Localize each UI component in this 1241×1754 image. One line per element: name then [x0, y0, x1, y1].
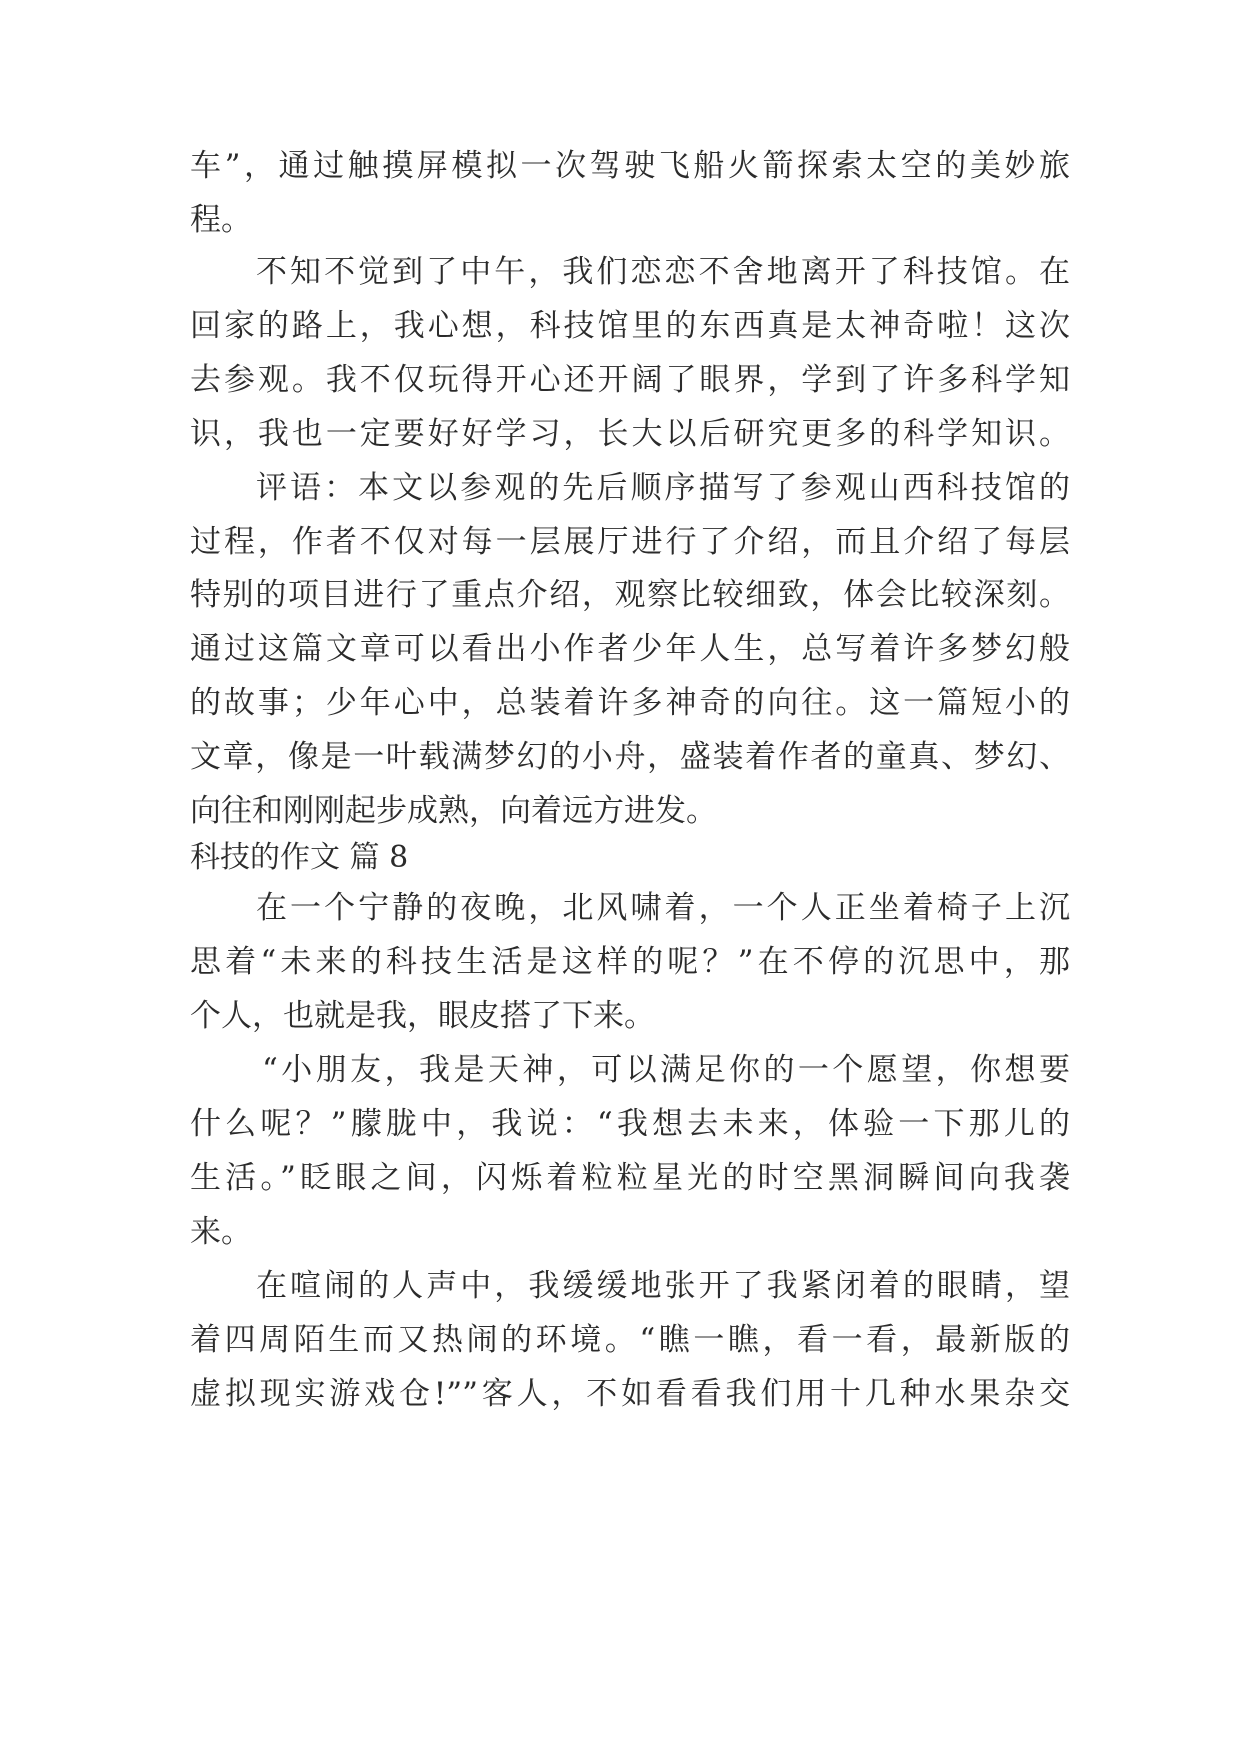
- section-heading: 科技的作文 篇 8: [190, 840, 409, 875]
- text-line: 生活。”眨眼之间，闪烁着粒粒星光的时空黑洞瞬间向我袭: [190, 1160, 1070, 1196]
- paragraph-first-line: 在一个宁静的夜晚，北风啸着，一个人正坐着椅子上沉: [256, 890, 1070, 926]
- text-line: 虚拟现实游戏仓!””客人，不如看看我们用十几种水果杂交: [190, 1376, 1070, 1412]
- text-line: 识，我也一定要好好学习，长大以后研究更多的科学知识。: [190, 416, 1070, 452]
- text-line: 去参观。我不仅玩得开心还开阔了眼界，学到了许多科学知: [190, 362, 1070, 398]
- text-line: 文章，像是一叶载满梦幻的小舟，盛装着作者的童真、梦幻、: [190, 739, 1070, 775]
- text-line: 着四周陌生而又热闹的环境。“瞧一瞧，看一看，最新版的: [190, 1322, 1070, 1358]
- text-line: 向往和刚刚起步成熟，向着远方进发。: [190, 793, 717, 829]
- text-line: 程。: [190, 202, 252, 238]
- paragraph-first-line: 在喧闹的人声中，我缓缓地张开了我紧闭着的眼睛，望: [256, 1268, 1070, 1304]
- text-line: 车”，通过触摸屏模拟一次驾驶飞船火箭探索太空的美妙旅: [190, 148, 1070, 184]
- text-line: 的故事；少年心中，总装着许多神奇的向往。这一篇短小的: [190, 685, 1070, 721]
- text-line: 思着“未来的科技生活是这样的呢？”在不停的沉思中，那: [190, 944, 1070, 980]
- text-line: 什么呢？”朦胧中，我说：“我想去未来，体验一下那儿的: [190, 1106, 1070, 1142]
- text-line: 来。: [190, 1214, 252, 1250]
- paragraph-first-line: “小朋友，我是天神，可以满足你的一个愿望，你想要: [262, 1052, 1070, 1088]
- text-line: 特别的项目进行了重点介绍，观察比较细致，体会比较深刻。: [190, 577, 1070, 613]
- text-line: 通过这篇文章可以看出小作者少年人生，总写着许多梦幻般: [190, 631, 1070, 667]
- text-line: 过程，作者不仅对每一层展厅进行了介绍，而且介绍了每层: [190, 524, 1070, 560]
- paragraph-first-line: 评语：本文以参观的先后顺序描写了参观山西科技馆的: [256, 470, 1070, 506]
- paragraph-first-line: 不知不觉到了中午，我们恋恋不舍地离开了科技馆。在: [256, 254, 1070, 290]
- text-line: 回家的路上，我心想，科技馆里的东西真是太神奇啦！这次: [190, 308, 1070, 344]
- text-line: 个人，也就是我，眼皮搭了下来。: [190, 998, 655, 1034]
